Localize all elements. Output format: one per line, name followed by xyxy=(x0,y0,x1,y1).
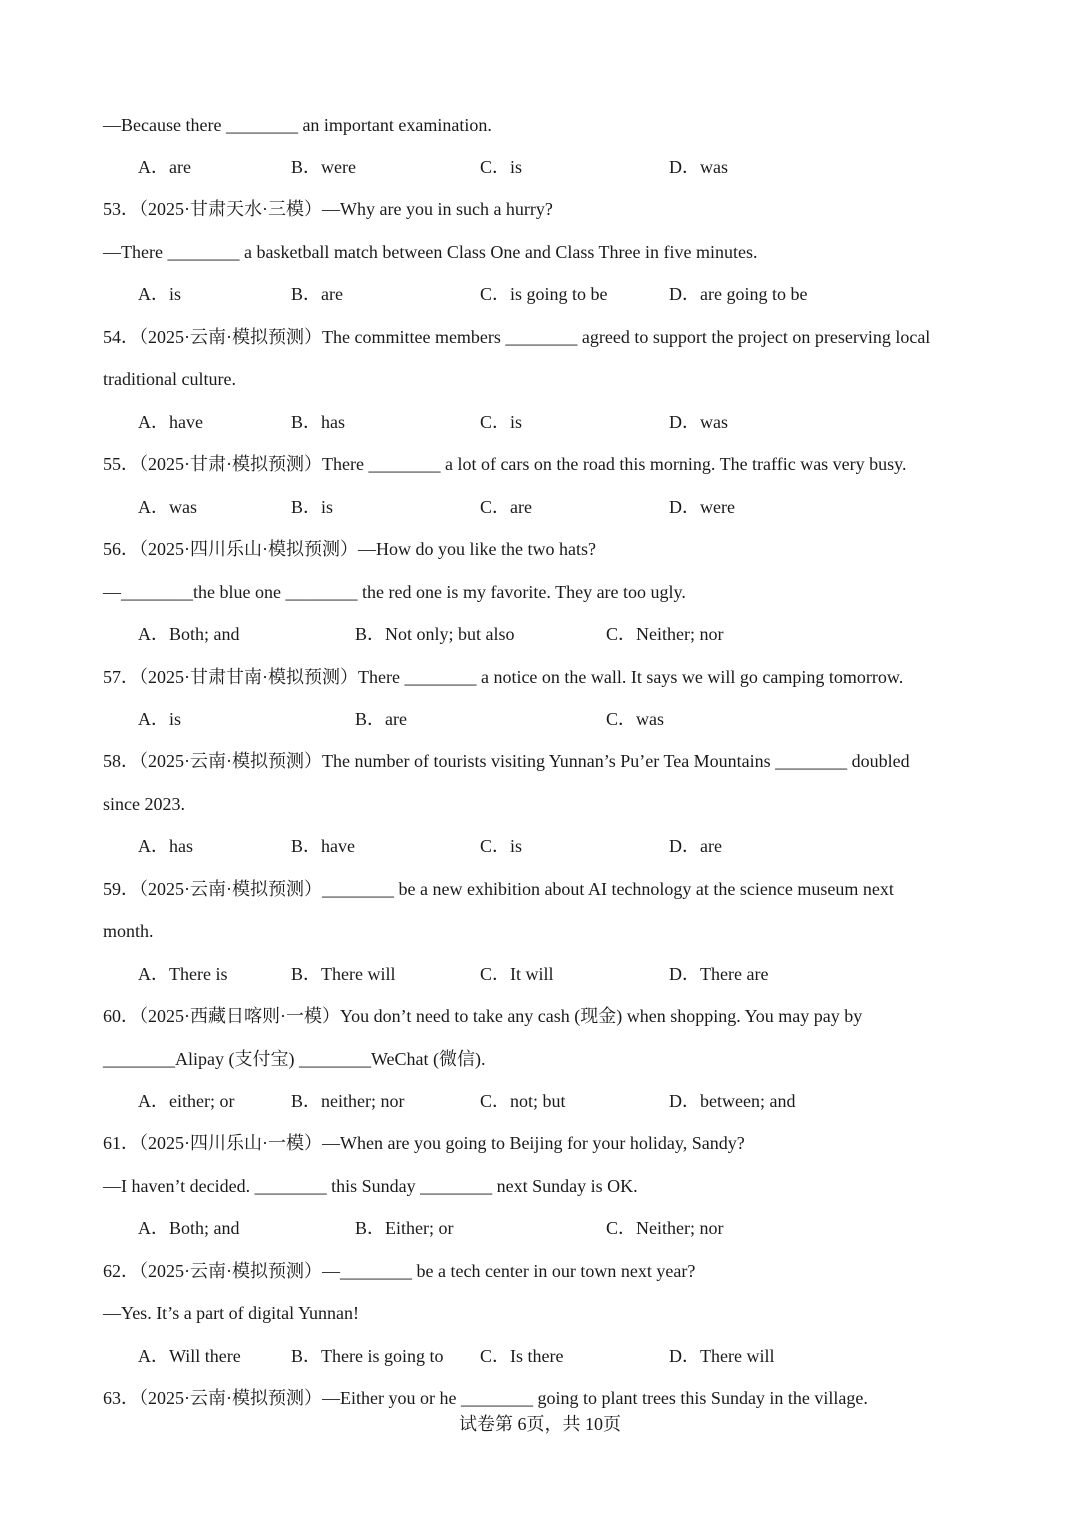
options-53 xyxy=(0,282,1080,306)
option-b: B．Either; or xyxy=(355,1218,454,1238)
options-55 xyxy=(0,495,1080,519)
options-57 xyxy=(0,707,1080,731)
question-52-answer-line: —Because there ________ an important examination. xyxy=(103,115,492,135)
option-d: D．was xyxy=(669,157,728,177)
option-d: D．were xyxy=(669,497,735,517)
question-61-line-2: —I haven’t decided. ________ this Sunday ________ next Sunday is OK. xyxy=(103,1176,638,1196)
question-59-line-2: month. xyxy=(103,921,154,941)
option-b: B．have xyxy=(291,836,355,856)
option-b: B．are xyxy=(355,709,407,729)
option-a: A．are xyxy=(138,157,191,177)
option-c: C．It will xyxy=(480,964,554,984)
option-a: A．Both; and xyxy=(138,1218,240,1238)
option-d: D．There will xyxy=(669,1346,775,1366)
option-c: C．was xyxy=(606,709,664,729)
page-footer: 试卷第 6页，共 10页 xyxy=(459,1414,621,1434)
question-53-line-2: —There ________ a basketball match between Class One and Class Three in five minutes. xyxy=(103,242,758,262)
question-61: 61．（2025·四川乐山·一模）—When are you going to Beijing for your holiday, Sandy? xyxy=(103,1133,745,1153)
question-60-line-2: ________Alipay (支付宝) ________WeChat (微信). xyxy=(103,1049,486,1069)
option-b: B．Not only; but also xyxy=(355,624,515,644)
option-d: D．between; and xyxy=(669,1091,796,1111)
option-d: D．are xyxy=(669,836,722,856)
option-c: C．are xyxy=(480,497,532,517)
option-c: C．Neither; nor xyxy=(606,624,724,644)
option-d: D．There are xyxy=(669,964,769,984)
option-b: B．is xyxy=(291,497,334,517)
question-59: 59．（2025·云南·模拟预测）________ be a new exhibition about AI technology at the science museum next xyxy=(103,879,894,899)
option-a: A．have xyxy=(138,412,203,432)
question-62: 62．（2025·云南·模拟预测）—________ be a tech center in our town next year? xyxy=(103,1261,696,1281)
question-54-line-2: traditional culture. xyxy=(103,369,236,389)
option-a: A．has xyxy=(138,836,193,856)
option-a: A．is xyxy=(138,284,182,304)
option-d: D．are going to be xyxy=(669,284,808,304)
question-55: 55．（2025·甘肃·模拟预测）There ________ a lot of cars on the road this morning. The traffic was very busy. xyxy=(103,454,907,474)
question-60: 60．（2025·西藏日喀则·一模）You don’t need to take any cash (现金) when shopping. You may pay by xyxy=(103,1006,863,1026)
option-c: C．is xyxy=(480,836,523,856)
options-56 xyxy=(0,622,1080,646)
question-56-line-2: —________the blue one ________ the red one is my favorite. They are too ugly. xyxy=(103,582,686,602)
option-a: A．Will there xyxy=(138,1346,241,1366)
option-b: B．were xyxy=(291,157,356,177)
option-a: A．There is xyxy=(138,964,228,984)
option-c: C．not; but xyxy=(480,1091,566,1111)
question-58: 58．（2025·云南·模拟预测）The number of tourists visiting Yunnan’s Pu’er Tea Mountains ________ doubled xyxy=(103,751,910,771)
options-58 xyxy=(0,834,1080,858)
options-61 xyxy=(0,1216,1080,1240)
option-c: C．is xyxy=(480,412,523,432)
question-63: 63．（2025·云南·模拟预测）—Either you or he ________ going to plant trees this Sunday in the village. xyxy=(103,1388,868,1408)
options-62 xyxy=(0,1344,1080,1368)
question-54: 54．（2025·云南·模拟预测）The committee members ________ agreed to support the project on preserving local xyxy=(103,327,931,347)
option-c: C．Is there xyxy=(480,1346,564,1366)
question-57: 57．（2025·甘肃甘南·模拟预测）There ________ a notice on the wall. It says we will go camping tomorrow. xyxy=(103,667,904,687)
option-b: B．has xyxy=(291,412,345,432)
option-a: A．either; or xyxy=(138,1091,235,1111)
question-56: 56．（2025·四川乐山·模拟预测）—How do you like the two hats? xyxy=(103,539,596,559)
option-b: B．There will xyxy=(291,964,396,984)
option-b: B．are xyxy=(291,284,343,304)
option-b: B．neither; nor xyxy=(291,1091,405,1111)
options-60 xyxy=(0,1089,1080,1113)
option-b: B．There is going to xyxy=(291,1346,444,1366)
option-c: C．is going to be xyxy=(480,284,608,304)
question-58-line-2: since 2023. xyxy=(103,794,185,814)
question-53: 53．（2025·甘肃天水·三模）—Why are you in such a hurry? xyxy=(103,199,553,219)
option-a: A．was xyxy=(138,497,197,517)
option-d: D．was xyxy=(669,412,728,432)
options-52 xyxy=(0,155,1080,179)
option-c: C．is xyxy=(480,157,523,177)
options-59 xyxy=(0,962,1080,986)
option-a: A．Both; and xyxy=(138,624,240,644)
option-a: A．is xyxy=(138,709,182,729)
question-62-line-2: —Yes. It’s a part of digital Yunnan! xyxy=(103,1303,359,1323)
option-c: C．Neither; nor xyxy=(606,1218,724,1238)
options-54 xyxy=(0,410,1080,434)
